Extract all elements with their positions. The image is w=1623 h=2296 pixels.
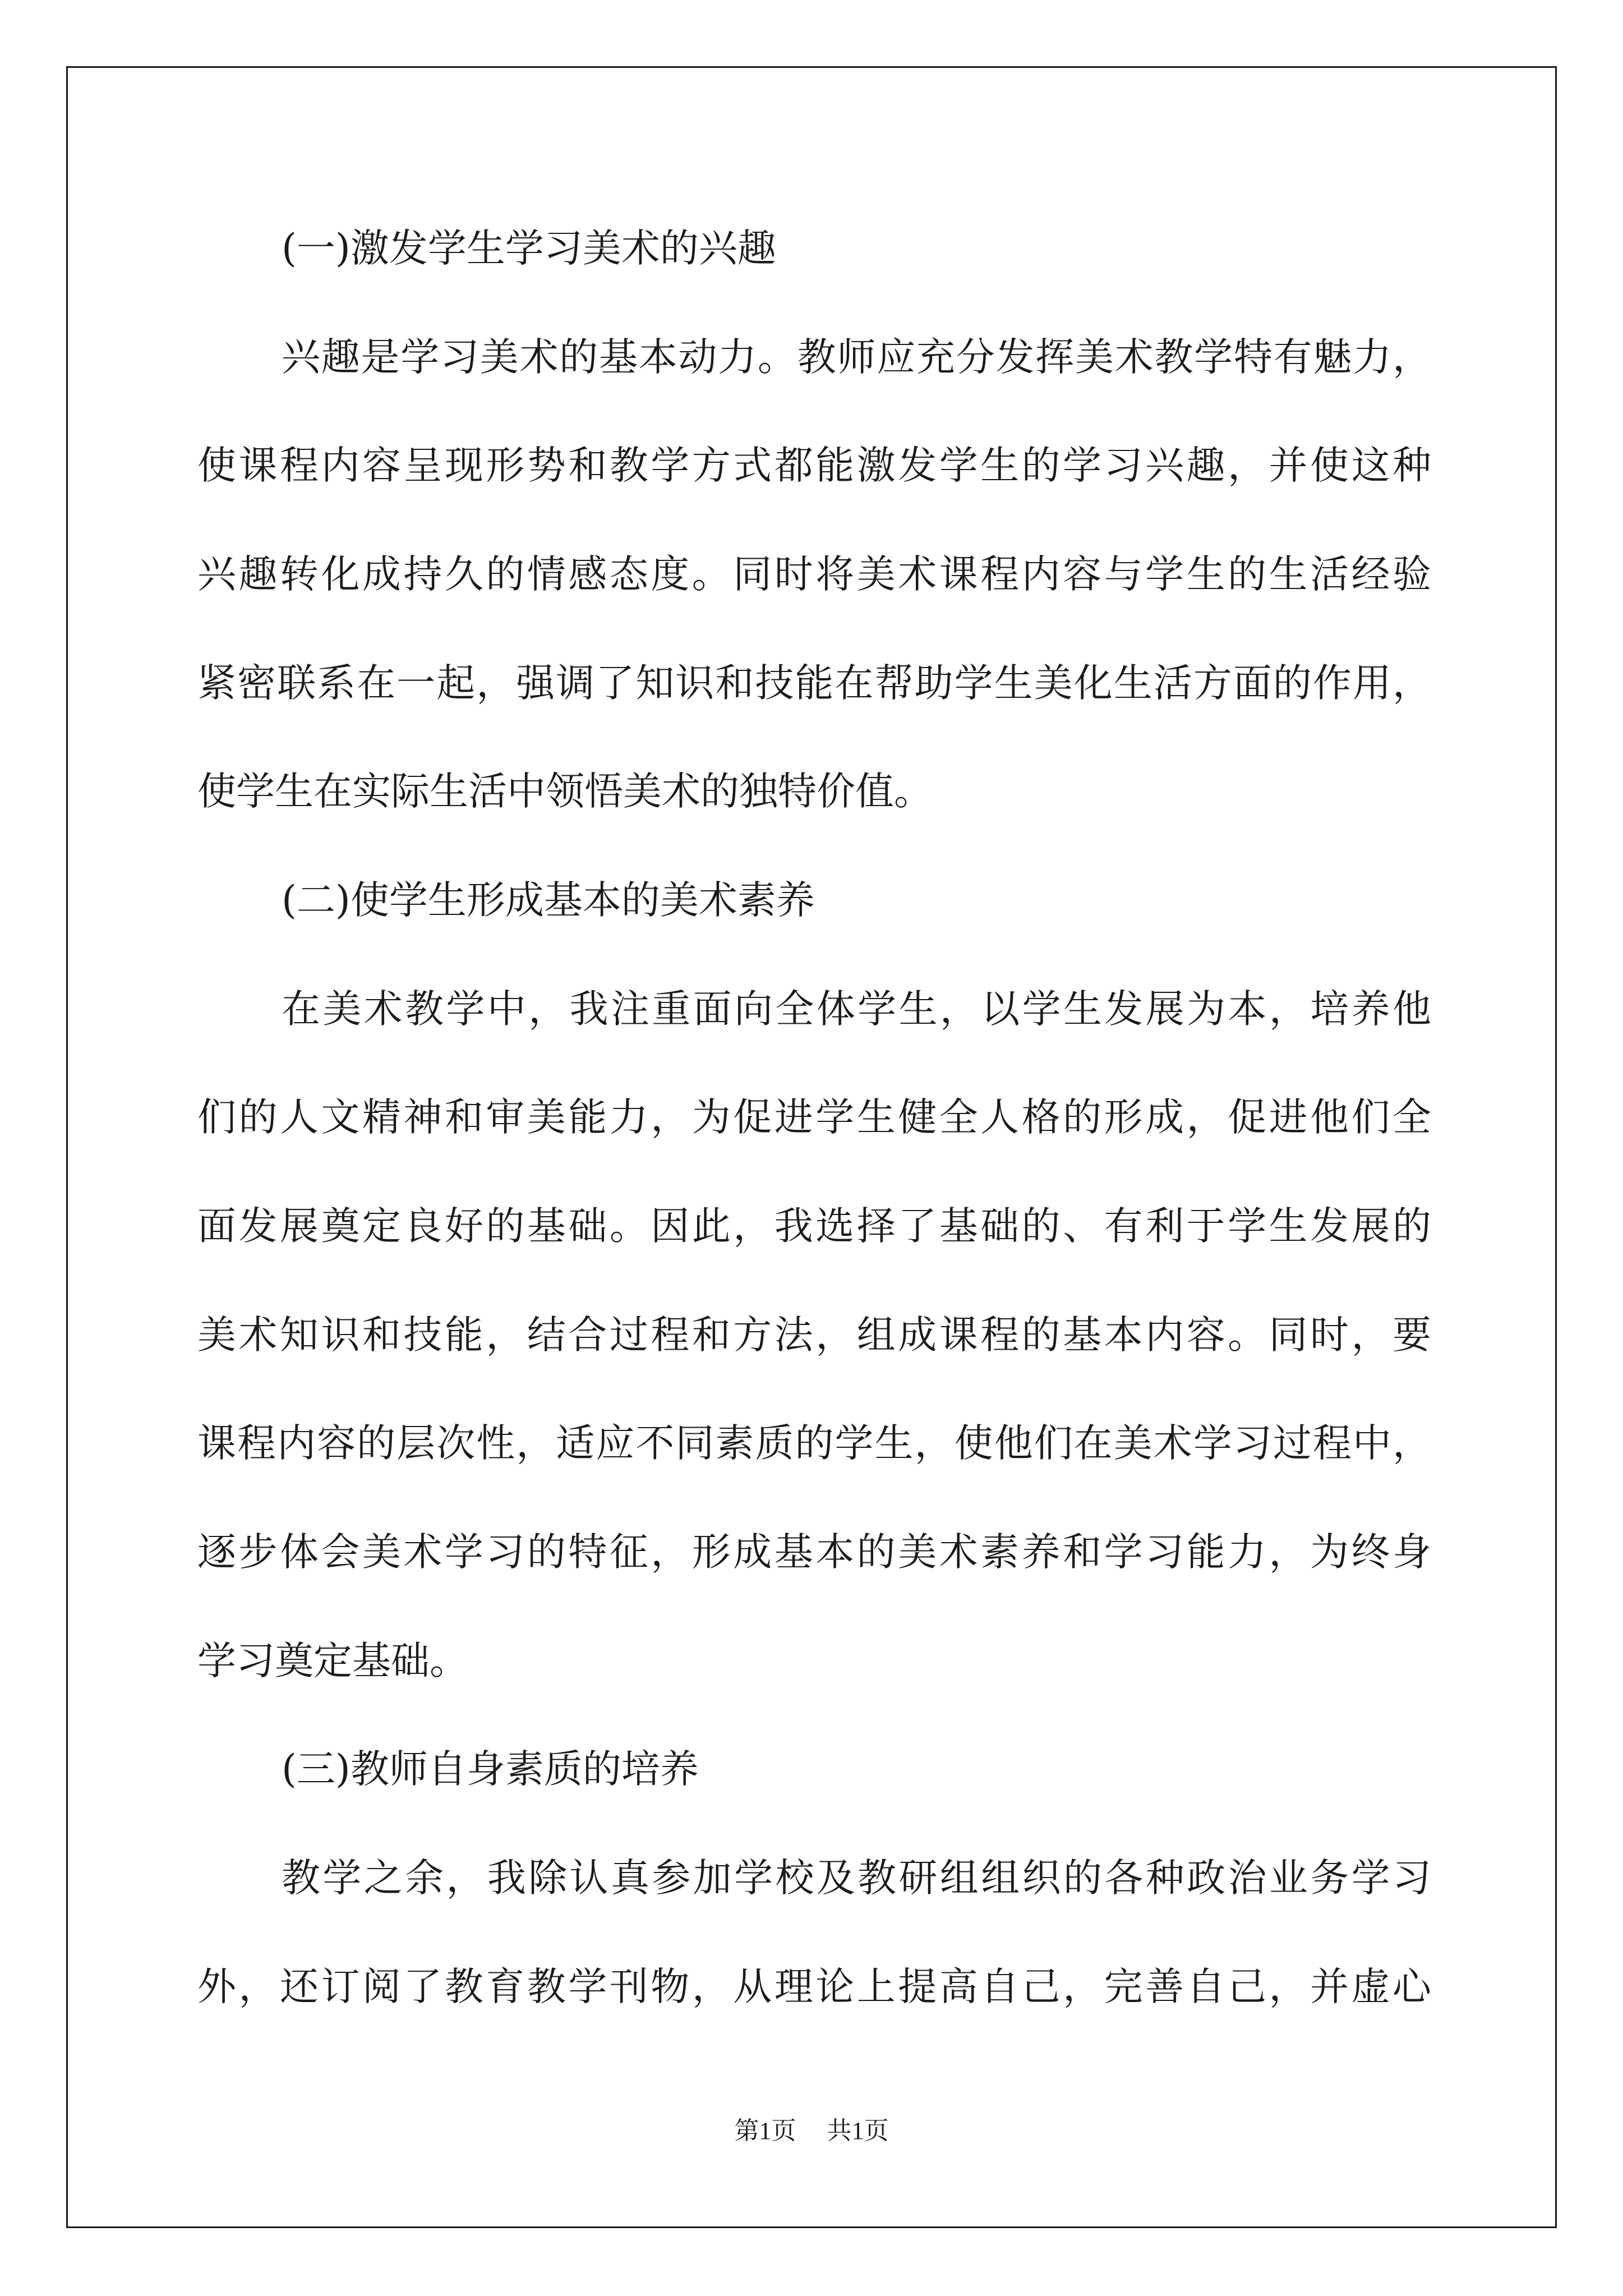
paragraph-line: 教学之余，我除认真参加学校及教研组组织的各种政治业务学习 — [282, 1856, 1431, 1901]
paragraph-line: 们的人文精神和审美能力，为促进学生健全人格的形成，促进他们全 — [197, 1095, 1431, 1140]
page-total: 共1页 — [827, 2117, 889, 2145]
paragraph-line: 美术知识和技能，结合过程和方法，组成课程的基本内容。同时，要 — [197, 1313, 1431, 1358]
paragraph-line: 使课程内容呈现形势和教学方式都能激发学生的学习兴趣，并使这种 — [197, 443, 1431, 488]
paragraph-line: 紧密联系在一起，强调了知识和技能在帮助学生美化生活方面的作用， — [197, 661, 1431, 706]
paragraph-line: 外，还订阅了教育教学刊物，从理论上提高自己，完善自己，并虚心 — [197, 1964, 1431, 2009]
section-heading-1: (一)激发学生学习美术的兴趣 — [282, 226, 776, 271]
paragraph-line: 兴趣是学习美术的基本动力。教师应充分发挥美术教学特有魅力， — [282, 335, 1431, 380]
paragraph-line: 在美术教学中，我注重面向全体学生，以学生发展为本，培养他 — [282, 987, 1431, 1032]
page-number: 第1页 — [734, 2117, 796, 2145]
paragraph-line: 逐步体会美术学习的特征，形成基本的美术素养和学习能力，为终身 — [197, 1530, 1431, 1575]
paragraph-line: 面发展奠定良好的基础。因此，我选择了基础的、有利于学生发展的 — [197, 1204, 1431, 1249]
paragraph-line: 使学生在实际生活中领悟美术的独特价值。 — [197, 769, 933, 814]
section-heading-3: (三)教师自身素质的培养 — [282, 1747, 699, 1792]
paragraph-line: 兴趣转化成持久的情感态度。同时将美术课程内容与学生的生活经验 — [197, 552, 1431, 597]
section-heading-2: (二)使学生形成基本的美术素养 — [282, 878, 815, 923]
paragraph-line: 学习奠定基础。 — [197, 1639, 468, 1683]
page-footer — [0, 2110, 1623, 2146]
paragraph-line: 课程内容的层次性，适应不同素质的学生，使他们在美术学习过程中， — [197, 1421, 1431, 1466]
